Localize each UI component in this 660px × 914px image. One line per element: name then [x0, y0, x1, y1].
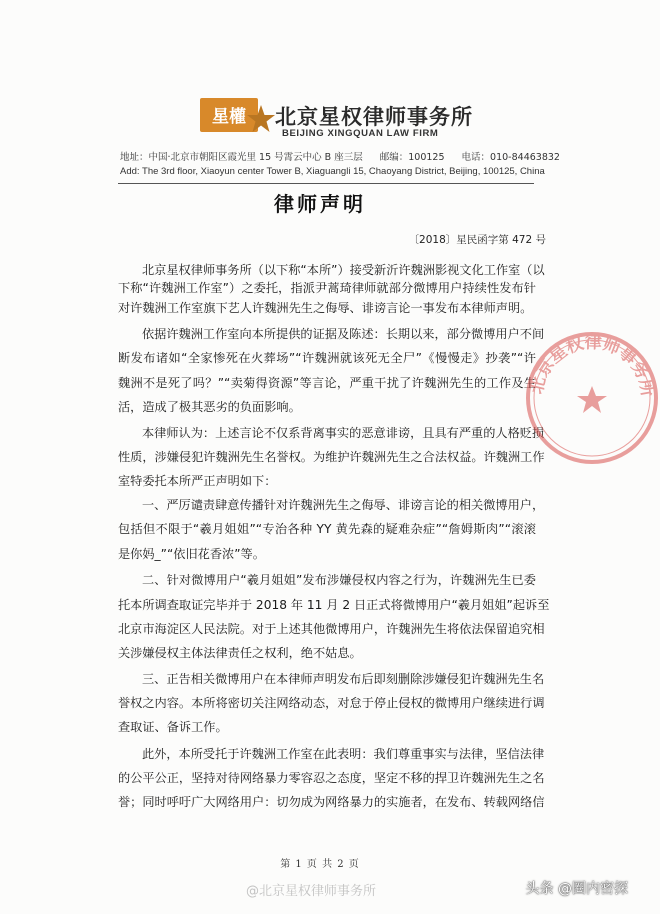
body-line: 是你妈_”“依旧花香浓”等。: [118, 547, 265, 561]
phone-cn: 电话：010-84463832: [461, 152, 560, 163]
body-line: 二、针对微博用户“羲月姐姐”发布涉嫌侵权内容之行为，许魏洲先生已委: [142, 573, 536, 587]
body-line: 三、正告相关微博用户在本律师声明发布后即刻删除涉嫌侵犯许魏洲先生名: [142, 672, 545, 686]
seal-text: 北京星权律师事务所: [526, 332, 658, 399]
body-line: 北京星权律师事务所（以下称“本所”）接受新沂许魏洲影视文化工作室（以: [142, 263, 545, 277]
body-line: 下称“许魏洲工作室”）之委托，指派尹蒿琦律师就部分微博用户持续性发布针: [118, 281, 536, 295]
firm-name-en: BEIJING XINGQUAN LAW FIRM: [282, 128, 439, 139]
body-line: 对许魏洲工作室旗下艺人许魏洲先生之侮辱、诽谤言论一事发布本律师声明。: [118, 301, 533, 315]
body-line: 室特委托本所严正声明如下：: [118, 474, 277, 488]
body-line: 此外，本所受托于许魏洲工作室在此表明：我们尊重事实与法律，坚信法律: [142, 747, 545, 761]
body-line: 包括但不限于“羲月姐姐”“专治各种 YY 黄先森的疑难杂症”“詹姆斯肉”“滚滚: [118, 522, 536, 536]
body-line: 北京市海淀区人民法院。对于上述其他微博用户，许魏洲先生将依法保留追究相: [118, 622, 545, 636]
address-line-cn: [120, 149, 574, 163]
body-line: 断发布诸如“全家惨死在火葬场”“许魏洲就该死无全尸”《慢慢走》抄袭”“许: [118, 351, 536, 365]
body-line: 活，造成了极其恶劣的负面影响。: [118, 400, 301, 414]
body-line: 的公平公正，坚持对待网络暴力零容忍之态度，坚定不移的捍卫许魏洲先生之名: [118, 771, 545, 785]
body-line: 魏洲不是死了吗？”“卖菊得资源”等言论，严重干扰了许魏洲先生的工作及生: [118, 376, 536, 390]
star-icon: [246, 104, 276, 134]
body-line: 关涉嫌侵权主体法律责任之权利，绝不姑息。: [118, 646, 362, 660]
body-line: 本律师认为：上述言论不仅系背离事实的恶意诽谤，且具有严重的人格贬损: [142, 426, 545, 440]
logo-text: 星權: [212, 107, 246, 127]
address-cn: 地址：中国·北京市朝阳区霞光里 15 号霄云中心 B 座三层: [120, 152, 363, 163]
body-line: 誉权之内容。本所将密切关注网络动态，对怠于停止侵权的微博用户继续进行调: [118, 696, 545, 710]
letterhead-divider: [118, 183, 534, 184]
address-en: Add: The 3rd floor, Xiaoyun center Tower B, Xiaguangli 15, Chaoyang District, Beijing, 100125, China: [120, 166, 545, 177]
firm-seal-stamp: [524, 330, 660, 466]
body-line: 依据许魏洲工作室向本所提供的证据及陈述：长期以来，部分微博用户不间: [142, 327, 545, 341]
page-number: 第 1 页 共 2 页: [280, 859, 360, 870]
postcode-cn: 邮编：100125: [379, 152, 445, 163]
body-line: 誉；同时呼吁广大网络用户：切勿成为网络暴力的实施者，在发布、转载网络信: [118, 795, 545, 809]
weibo-watermark: @北京星权律师事务所: [246, 884, 377, 899]
body-line: 一、严厉谴责肆意传播针对许魏洲先生之侮辱、诽谤言论的相关微博用户，: [142, 498, 545, 512]
firm-name-cn: 北京星权律师事务所: [275, 104, 473, 129]
body-line: 查取证、备诉工作。: [118, 720, 228, 734]
body-line: 性质，涉嫌侵犯许魏洲先生名誉权。为维护许魏洲先生之合法权益。许魏洲工作: [118, 450, 545, 464]
document-number: 〔2018〕星民函字第 472 号: [408, 234, 546, 246]
page-title: 律师声明: [274, 192, 366, 216]
source-label: 头条 @圈内密探: [525, 881, 628, 897]
body-line: 托本所调查取证完毕并于 2018 年 11 月 2 日正式将微博用户“羲月姐姐”起诉至: [118, 598, 550, 612]
